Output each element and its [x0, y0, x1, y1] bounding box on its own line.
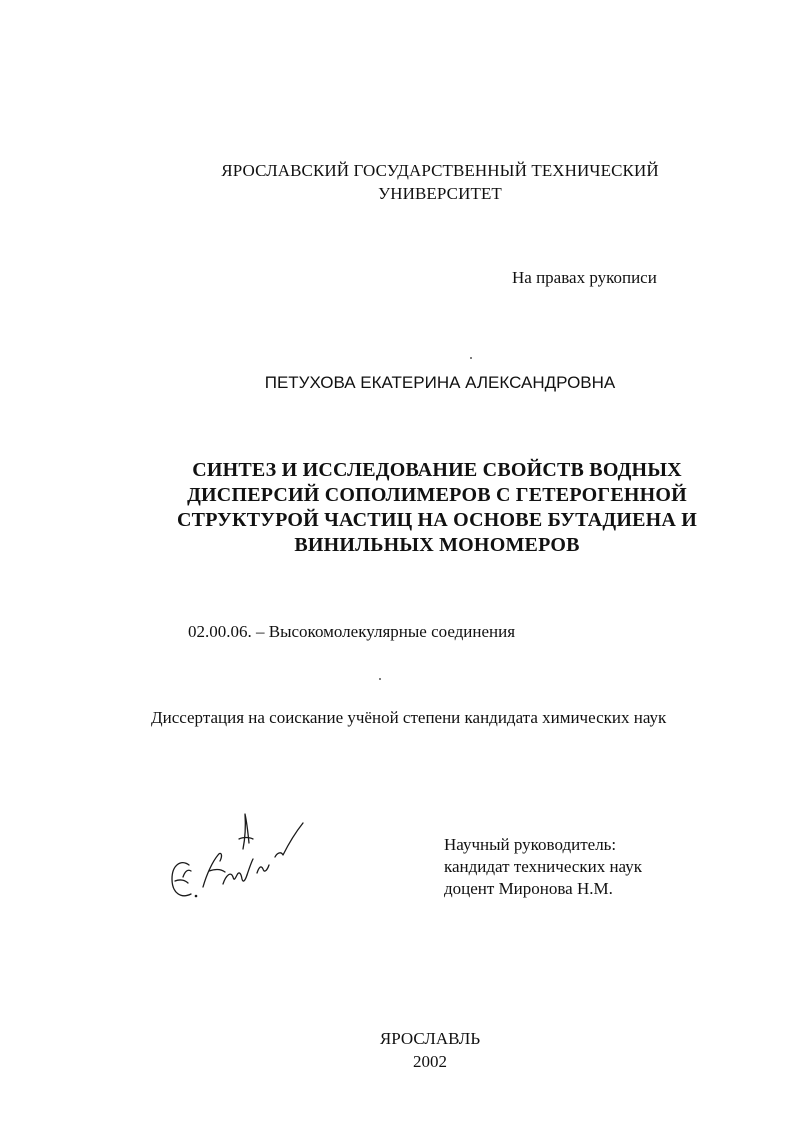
handwritten-signature-icon — [163, 799, 313, 909]
scan-speck — [470, 357, 472, 359]
title-line-2: ДИСПЕРСИЙ СОПОЛИМЕРОВ С ГЕТЕРОГЕННОЙ — [187, 484, 687, 506]
specialty-code: 02.00.06. – Высокомолекулярные соединения — [188, 622, 516, 641]
university-line-1: ЯРОСЛАВСКИЙ ГОСУДАРСТВЕННЫЙ ТЕХНИЧЕСКИЙ — [221, 161, 659, 180]
city-name: ЯРОСЛАВЛЬ — [379, 1029, 481, 1048]
university-line-2: УНИВЕРСИТЕТ — [378, 184, 502, 203]
year: 2002 — [413, 1052, 447, 1071]
supervisor-label: Научный руководитель: — [444, 835, 617, 854]
supervisor-info — [444, 834, 642, 900]
rights-note: На правах рукописи — [512, 268, 657, 287]
supervisor-name: доцент Миронова Н.М. — [444, 879, 613, 898]
university-name — [0, 159, 793, 205]
supervisor-degree: кандидат технических наук — [444, 857, 642, 876]
scan-speck — [379, 678, 381, 680]
title-line-1: СИНТЕЗ И ИССЛЕДОВАНИЕ СВОЙСТВ ВОДНЫХ — [192, 459, 682, 481]
title-line-4: ВИНИЛЬНЫХ МОНОМЕРОВ — [294, 534, 580, 556]
place-and-year — [0, 1027, 793, 1073]
title-line-3: СТРУКТУРОЙ ЧАСТИЦ НА ОСНОВЕ БУТАДИЕНА И — [177, 509, 697, 531]
degree-statement: Диссертация на соискание учёной степени кандидата химических наук — [151, 708, 667, 727]
author-name: ПЕТУХОВА ЕКАТЕРИНА АЛЕКСАНДРОВНА — [264, 373, 616, 392]
dissertation-title — [0, 458, 793, 558]
